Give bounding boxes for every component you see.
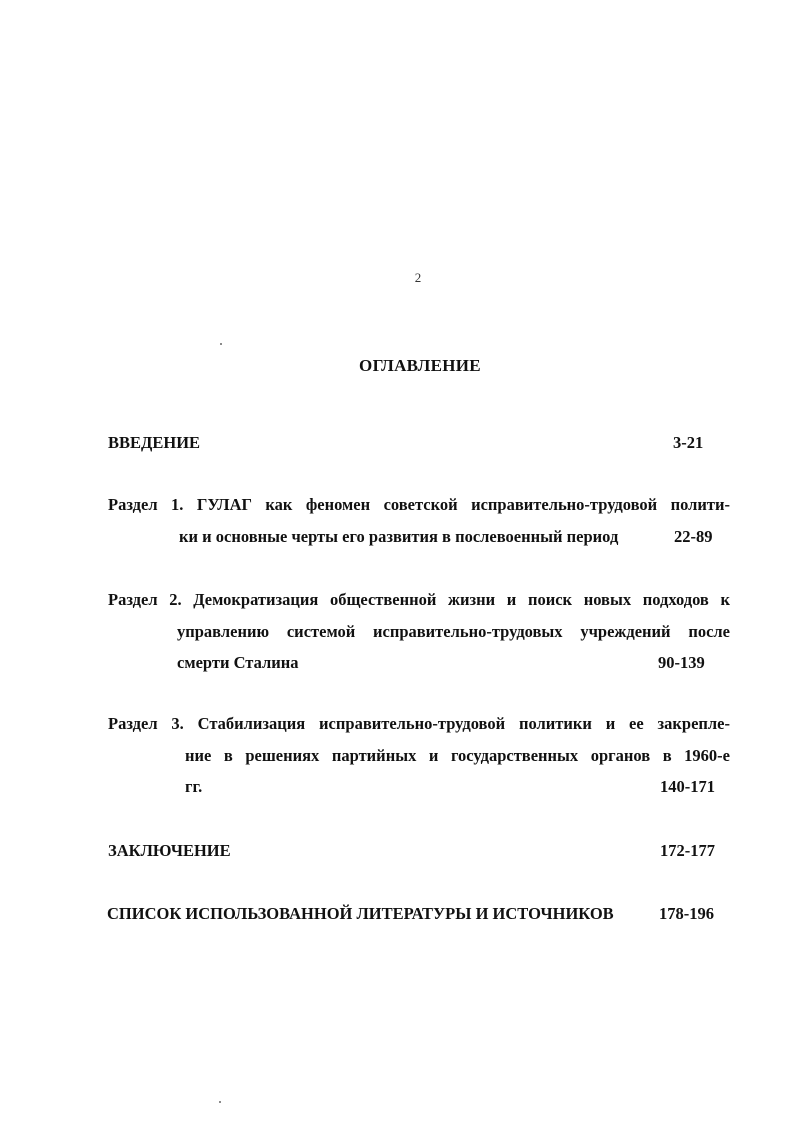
toc-entry-intro-pages: 3-21 <box>673 433 704 452</box>
toc-entry-intro-label: ВВЕДЕНИЕ <box>108 433 201 452</box>
toc-title: ОГЛАВЛЕНИЕ <box>359 356 481 375</box>
toc-entry-section1-line2: ки и основные черты его развития в послевоенный период <box>179 527 619 546</box>
toc-entry-section3-line3: гг. <box>185 777 203 796</box>
toc-entry-section2-line1: Раздел 2. Демократизация общественной жизни и поиск новых подходов к <box>108 590 730 609</box>
scan-speck <box>219 1101 221 1103</box>
toc-entry-section2-line3: смерти Сталина <box>177 653 299 672</box>
toc-entry-section3-pages: 140-171 <box>660 777 715 796</box>
toc-entry-section3-line2: ние в решениях партийных и государственных органов в 1960-е <box>185 746 730 765</box>
toc-entry-bibliography-label: СПИСОК ИСПОЛЬЗОВАННОЙ ЛИТЕРАТУРЫ И ИСТОЧНИКОВ <box>107 904 614 923</box>
toc-entry-section2-line2: управлению системой исправительно-трудовых учреждений после <box>177 622 730 641</box>
toc-entry-bibliography-pages: 178-196 <box>659 904 714 923</box>
toc-entry-conclusion-pages: 172-177 <box>660 841 715 860</box>
toc-entry-section1-line1: Раздел 1. ГУЛАГ как феномен советской исправительно-трудовой полити- <box>108 495 730 514</box>
page-number: 2 <box>414 270 422 285</box>
toc-entry-section2-pages: 90-139 <box>658 653 705 672</box>
toc-entry-section1-pages: 22-89 <box>674 527 713 546</box>
scan-speck <box>220 343 222 345</box>
toc-entry-section3-line1: Раздел 3. Стабилизация исправительно-трудовой политики и ее закрепле- <box>108 714 730 733</box>
toc-entry-conclusion-label: ЗАКЛЮЧЕНИЕ <box>108 841 231 860</box>
